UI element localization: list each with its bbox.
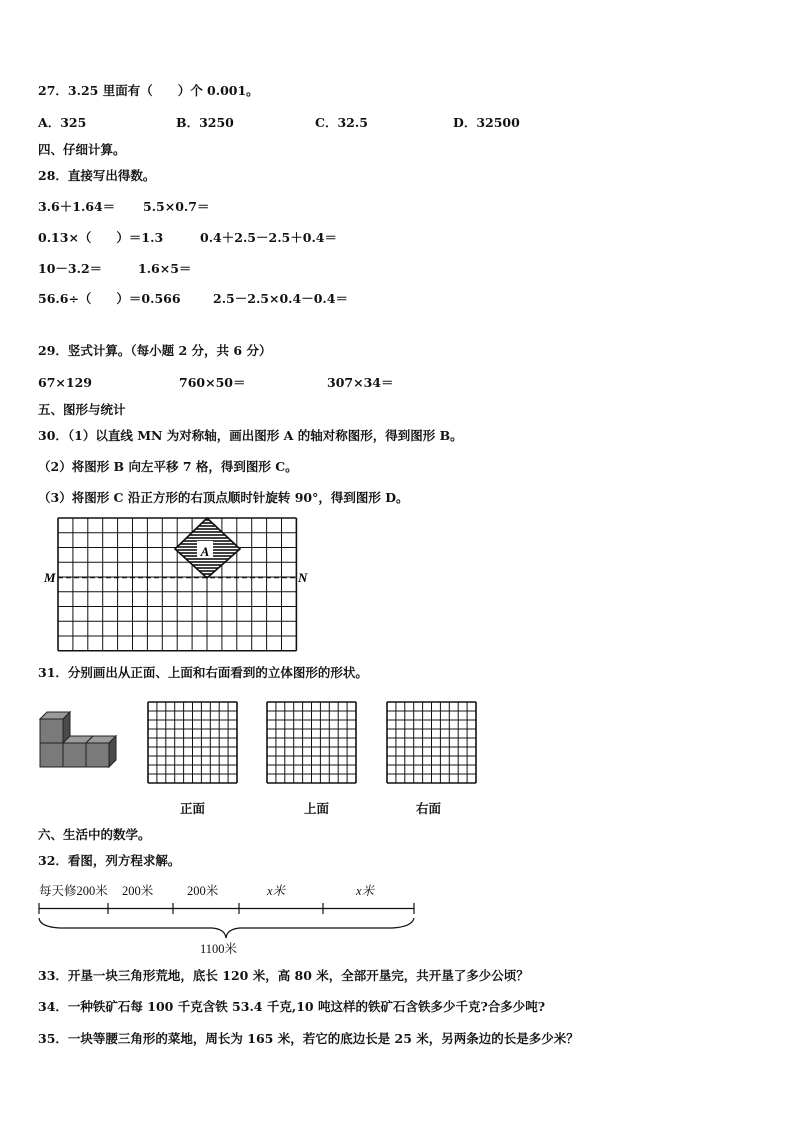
grid-30 <box>58 518 296 651</box>
section-6-heading: 六、生活中的数学。 <box>38 827 151 842</box>
segment-label: 200米 <box>122 884 154 898</box>
q27-option-b: B．3250 <box>176 115 234 130</box>
q29-item: 67×129 <box>38 375 92 390</box>
q30-line-3: （3）将图形 C 沿正方形的右顶点顺时针旋转 90°，得到图形 D。 <box>38 490 409 505</box>
q28-stem: 28．直接写出得数。 <box>38 168 156 183</box>
symmetry-grid-figure <box>36 512 311 654</box>
q29-item: 307×34＝ <box>327 375 394 390</box>
right-view-grid <box>386 701 478 785</box>
q32-stem: 32．看图，列方程求解。 <box>38 853 181 868</box>
shape-a-label: A <box>200 544 210 559</box>
right-view-label: 右面 <box>416 801 442 816</box>
q27-option-a: A．325 <box>38 115 87 130</box>
q29-item: 760×50＝ <box>179 375 246 390</box>
point-m-label: M <box>44 570 56 585</box>
cube-stack-figure <box>38 710 118 770</box>
q29-stem: 29．竖式计算。（每小题 2 分，共 6 分） <box>38 343 272 358</box>
q28-item: 1.6×5＝ <box>138 261 192 276</box>
q30-line-2: （2）将图形 B 向左平移 7 格，得到图形 C。 <box>38 459 298 474</box>
q27-option-c: C．32.5 <box>315 115 368 130</box>
q31-stem: 31．分别画出从正面、上面和右面看到的立体图形的形状。 <box>38 665 368 680</box>
q28-item: 5.5×0.7＝ <box>143 199 210 214</box>
q30-line-1: 30．（1）以直线 MN 为对称轴，画出图形 A 的轴对称图形，得到图形 B。 <box>38 428 463 443</box>
segment-label: 每天修200米 <box>39 884 108 898</box>
q28-item: 3.6＋1.64＝ <box>38 199 116 214</box>
q35-text: 35．一块等腰三角形的菜地，周长为 165 米，若它的底边长是 25 米，另两条边的长是多少米？ <box>38 1031 579 1046</box>
q28-item: 0.4＋2.5－2.5＋0.4＝ <box>200 230 337 245</box>
q28-item: 2.5－2.5×0.4－0.4＝ <box>213 291 348 306</box>
point-n-label: N <box>298 570 308 585</box>
road-line-diagram <box>36 880 420 958</box>
segment-label: x米 <box>356 884 375 898</box>
q27-stem: 27．3.25 里面有（ ）个 0.001。 <box>38 83 259 98</box>
section-5-heading: 五、图形与统计 <box>38 402 126 417</box>
total-brace <box>39 918 414 938</box>
q33-text: 33．开垦一块三角形荒地，底长 120 米，高 80 米，全部开垦完，共开垦了多少公顷？ <box>38 968 529 983</box>
front-view-grid <box>147 701 239 785</box>
q28-item: 0.13×（ ）＝1.3 <box>38 230 164 245</box>
q28-item: 10－3.2＝ <box>38 261 103 276</box>
top-view-label: 上面 <box>304 801 330 816</box>
total-length-label: 1100米 <box>200 942 238 956</box>
segment-label: 200米 <box>187 884 219 898</box>
segment-label: x米 <box>267 884 286 898</box>
q27-option-d: D．32500 <box>453 115 520 130</box>
q28-item: 56.6÷（ ）＝0.566 <box>38 291 181 306</box>
q34-text: 34．一种铁矿石每 100 千克含铁 53.4 千克,10 吨这样的铁矿石含铁多少千克?合多少吨? <box>38 999 546 1014</box>
section-4-heading: 四、仔细计算。 <box>38 142 126 157</box>
front-view-label: 正面 <box>180 801 206 816</box>
top-view-grid <box>266 701 358 785</box>
